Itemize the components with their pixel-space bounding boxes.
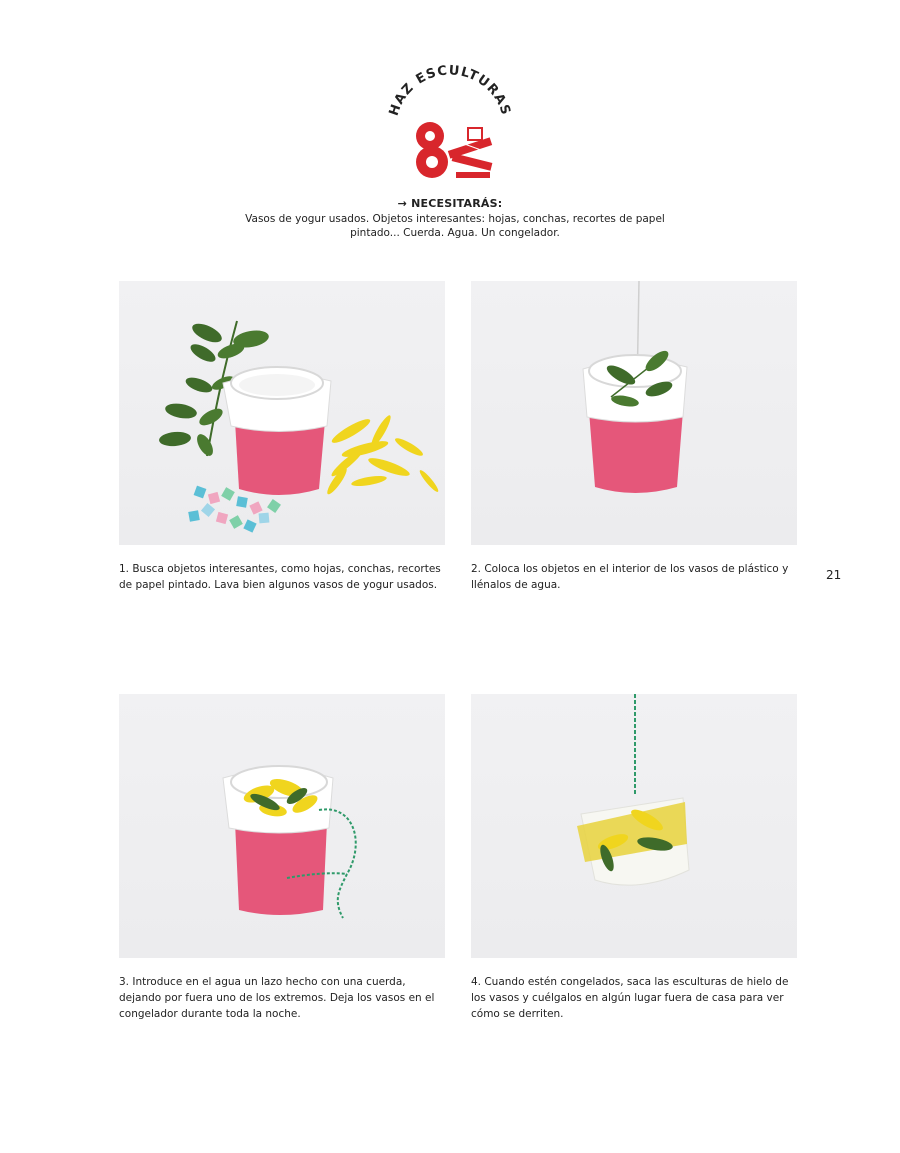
sculpture-badge-icon — [412, 118, 498, 184]
step-1-photo — [119, 281, 445, 545]
yogurt-cup-icon — [583, 355, 687, 493]
step-4-photo — [471, 694, 797, 958]
needs-text: Vasos de yogur usados. Objetos interesantes: hojas, conchas, recortes de papel pintado... Cuerda. Agua. Un congelador. — [245, 213, 665, 239]
section-title — [380, 52, 520, 122]
svg-text:HAZ ESCULTURAS — [387, 63, 514, 117]
step-3-photo — [119, 694, 445, 958]
section-title-text: HAZ ESCULTURAS — [386, 63, 514, 118]
needs-label: → NECESITARÁS: — [397, 197, 503, 210]
step-1-caption: 1. Busca objetos interesantes, como hojas, conchas, recortes de papel pintado. Lava bien algunos vasos de yogur usados. — [119, 563, 441, 591]
yellow-petals-icon — [325, 413, 441, 496]
step-2-caption: 2. Coloca los objetos en el interior de los vasos de plástico y llénalos de agua. — [471, 563, 789, 591]
ice-sculpture-icon — [577, 798, 689, 885]
yogurt-cup-icon — [223, 367, 331, 495]
step-4-caption: 4. Cuando estén congelados, saca las esculturas de hielo de los vasos y cuélgalos en algún lugar fuera de casa para ver cómo se derriten. — [471, 976, 789, 1020]
page-number: 21 — [826, 568, 842, 582]
step-3-caption: 3. Introduce en el agua un lazo hecho con una cuerda, dejando por fuera uno de los extremos. Deja los vasos en el congelador durante toda la noche. — [119, 976, 435, 1020]
step-2-photo — [471, 281, 797, 545]
